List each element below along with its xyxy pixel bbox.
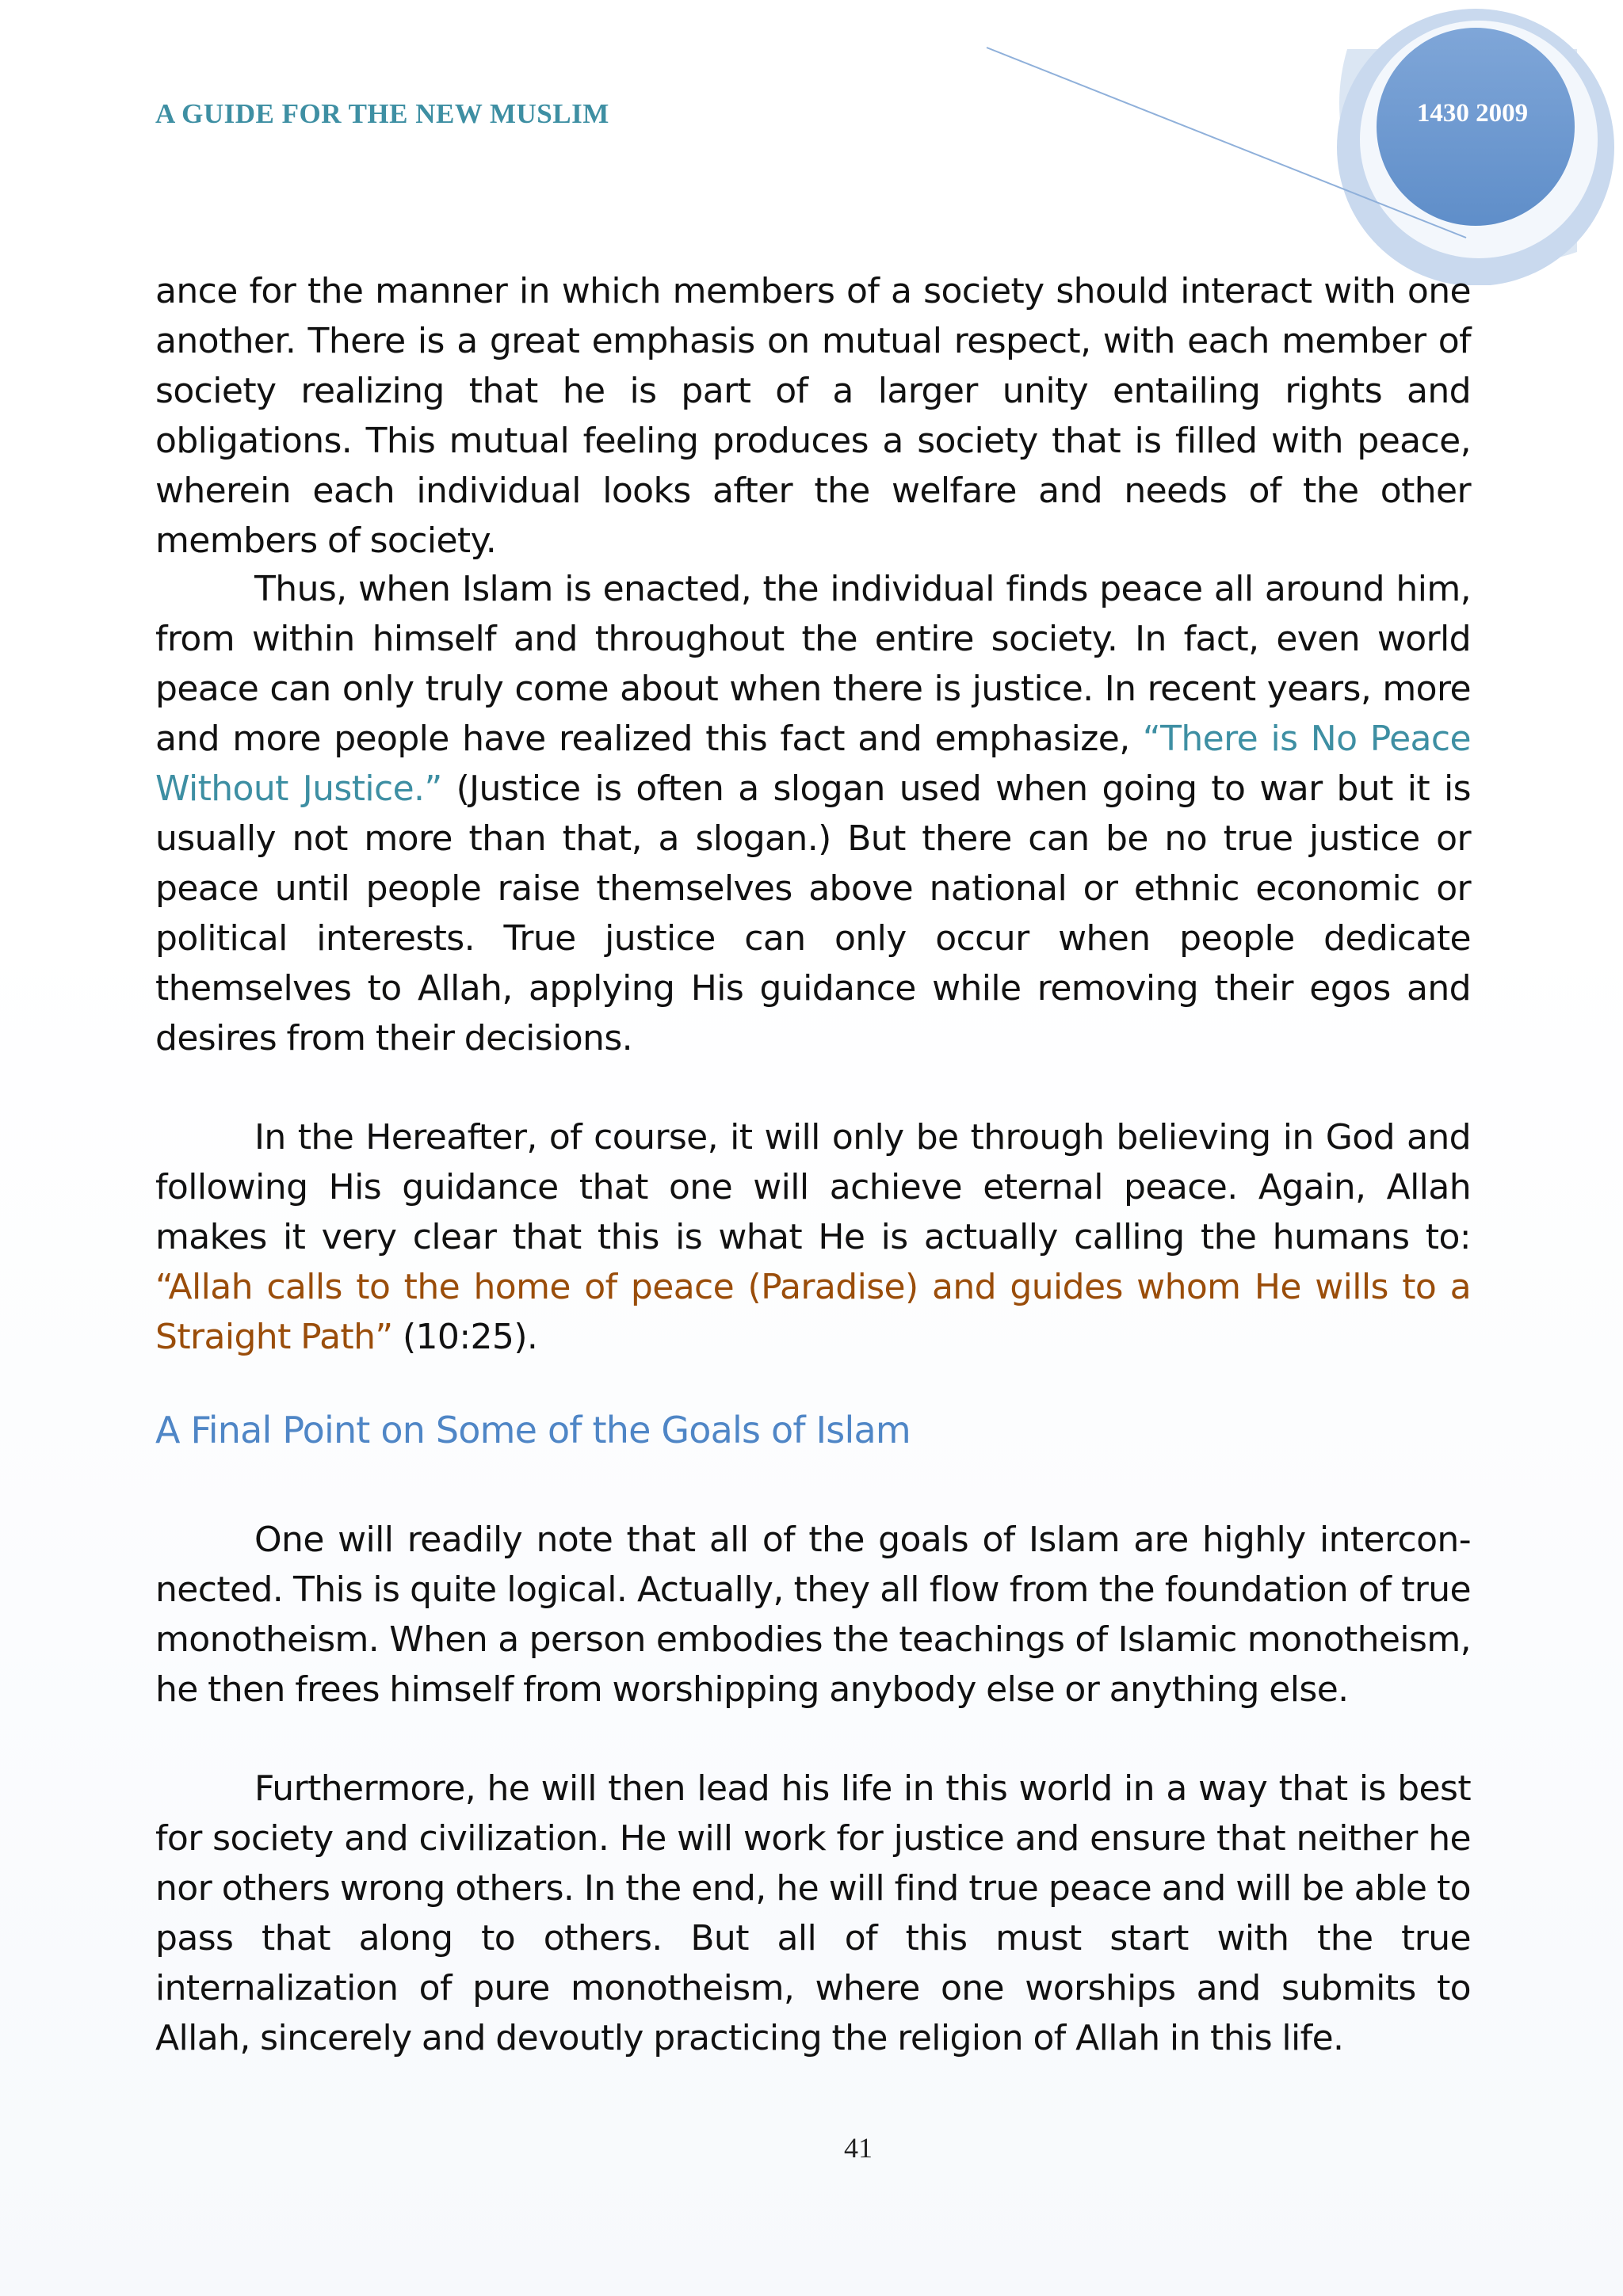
- paragraph-3-text-start: In the Hereafter, of course, it will only be through believing in God and following His guidance that one will achieve eternal peace. Again, Allah makes it very clear that this is what He is actually calling the humans to:: [155, 1117, 1471, 1257]
- paragraph-2-text-end: (Justice is often a slogan used when going to war but it is usually not more than that, a slogan.) But there can be no true justice or peace until people raise themselves above national or ethnic economic or political interests. True justice can only occur when people dedicate themselves to Allah, applying His guidance while removing their egos and desires from their decisions.: [155, 769, 1471, 1058]
- paragraph-1: ance for the manner in which members of a society should interact with one another. There is a great emphasis on mutual respect, with each member of society realizing that he is part of a larger unity entailing rights and obligations. This mutual feeling produces a society that is filled with peace, wherein each individual looks after the welfare and needs of the other members of society.: [155, 271, 1471, 561]
- quran-quote: “Allah calls to the home of peace (Paradise) and guides whom He wills to a Straight Path”: [155, 1267, 1471, 1357]
- paragraph-5: Furthermore, he will then lead his life in this world in a way that is best for society and civilization. He will work for justice and ensure that neither he nor others wrong others. In the end, he will find true peace and will be able to pass that along to others. But all of this must start with the true internalization of pure monotheism, where one worships and submits to Allah, sincerely and devoutly practicing the religion of Allah in this life.: [155, 1768, 1471, 2058]
- running-header-title: A GUIDE FOR THE NEW MUSLIM: [155, 98, 609, 129]
- page-number: 41: [844, 2132, 873, 2164]
- paragraph-2: [155, 564, 1471, 1063]
- running-header-year: 1430 2009: [1416, 99, 1529, 128]
- paragraph-3: [155, 1112, 1471, 1362]
- header-decoration: [0, 0, 1623, 285]
- paragraph-4: One will readily note that all of the goals of Islam are highly intercon-nected. This is quite logical. Actually, they all flow from the foundation of true monotheism. When a person embodies the teachings of Islamic monotheism, he then frees himself from worshipping anybody else or anything else.: [155, 1520, 1471, 1710]
- section-heading: A Final Point on Some of the Goals of Islam: [155, 1409, 911, 1451]
- paragraph-2-text-start: Thus, when Islam is enacted, the individual finds peace all around him, from within himself and throughout the entire society. In fact, even world peace can only truly come about when there is justice. In recent years, more and more people have realized this fact and emphasize,: [155, 569, 1471, 759]
- quran-reference: (10:25).: [392, 1317, 538, 1357]
- justice-quote: “There is No Peace Without Justice.”: [155, 719, 1471, 809]
